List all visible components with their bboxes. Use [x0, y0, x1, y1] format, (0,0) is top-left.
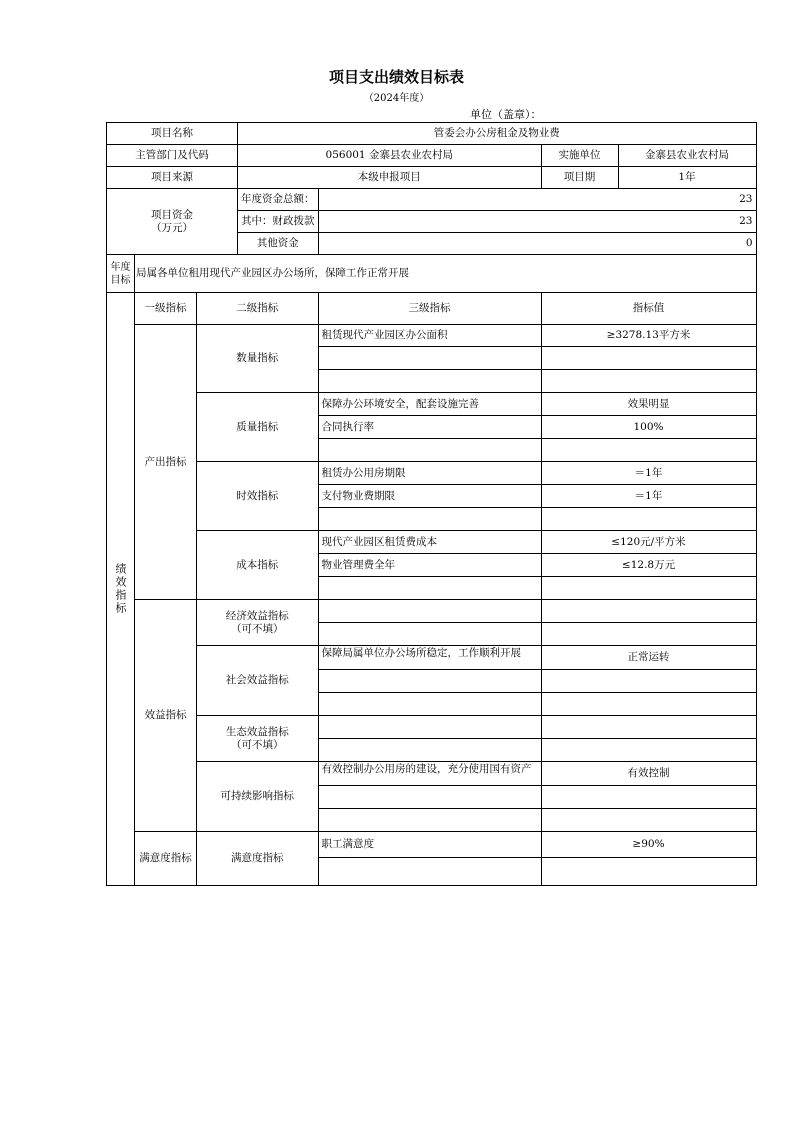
economic-indicator-label	[197, 600, 319, 646]
indicator-name: 保障办公环境安全，配套设施完善	[318, 393, 541, 416]
indicator-name: 租赁现代产业园区办公面积	[318, 325, 541, 347]
empty-cell	[541, 809, 756, 832]
annual-goal-label: 年度目标	[107, 255, 135, 293]
empty-cell	[541, 508, 756, 531]
dept-value: 056001 金寨县农业农村局	[238, 145, 542, 167]
empty-cell	[541, 347, 756, 370]
empty-cell	[541, 439, 756, 462]
empty-cell	[318, 786, 541, 809]
satisfaction-indicator-label: 满意度指标	[135, 832, 197, 886]
indicator-name-text: 有效控制办公用房的建设，充分使用国有资产	[321, 763, 532, 775]
indicator-name-text: 保障局属单位办公场所稳定，工作顺利开展	[321, 647, 521, 659]
indicator-value: ≥90%	[541, 832, 756, 858]
annual-goal-value: 局属各单位租用现代产业园区办公场所，保障工作正常开展	[135, 255, 757, 293]
source-value: 本级申报项目	[238, 167, 542, 189]
empty-cell	[318, 600, 541, 623]
empty-cell	[541, 858, 756, 886]
impl-value: 金寨县农业农村局	[618, 145, 756, 167]
empty-cell	[541, 693, 756, 716]
indicator-value: ＝1年	[541, 485, 756, 508]
period-label: 项目期	[541, 167, 618, 189]
source-label: 项目来源	[107, 167, 238, 189]
ecological-label-line2: （可不填）	[231, 738, 284, 751]
indicator-value: 有效控制	[541, 762, 756, 786]
year-label: （2024年度）	[363, 93, 430, 104]
empty-cell	[541, 670, 756, 693]
performance-table	[106, 122, 757, 886]
indicator-name	[318, 646, 541, 670]
indicator-value: ＝1年	[541, 462, 756, 485]
empty-cell	[318, 670, 541, 693]
header-level1: 一级指标	[135, 293, 197, 325]
empty-cell	[541, 623, 756, 646]
empty-cell	[318, 809, 541, 832]
empty-cell	[541, 577, 756, 600]
indicator-name	[318, 762, 541, 786]
ecological-indicator-label	[197, 716, 319, 762]
indicator-value: ≤12.8万元	[541, 554, 756, 577]
empty-cell	[541, 716, 756, 739]
economic-label-line1: 经济效益指标	[225, 609, 289, 622]
indicator-name: 租赁办公用房期限	[318, 462, 541, 485]
funds-label-line2: （万元）	[151, 221, 193, 234]
fiscal-funds-label: 其中：财政拨款	[238, 211, 319, 233]
header-value: 指标值	[541, 293, 756, 325]
indicator-name: 合同执行率	[318, 416, 541, 439]
fiscal-funds-value: 23	[318, 211, 756, 233]
economic-label-line2: （可不填）	[231, 622, 284, 635]
empty-cell	[318, 716, 541, 739]
indicator-value: 100%	[541, 416, 756, 439]
indicator-name: 现代产业园区租赁费成本	[318, 531, 541, 554]
total-funds-value: 23	[318, 189, 756, 211]
empty-cell	[318, 693, 541, 716]
cost-indicator-label: 成本指标	[197, 531, 319, 600]
ecological-label-line1: 生态效益指标	[225, 725, 289, 738]
other-funds-label: 其他资金	[238, 233, 319, 255]
empty-cell	[541, 370, 756, 393]
indicator-value: ≤120元/平方米	[541, 531, 756, 554]
indicator-name: 物业管理费全年	[318, 554, 541, 577]
dept-label: 主管部门及代码	[107, 145, 238, 167]
satisfaction-level2-label: 满意度指标	[197, 832, 319, 886]
indicator-value: ≥3278.13平方米	[541, 325, 756, 347]
project-name-value: 管委会办公房租金及物业费	[238, 123, 757, 145]
indicator-name: 支付物业费期限	[318, 485, 541, 508]
page-title: 项目支出绩效目标表	[328, 68, 464, 86]
funds-label-line1: 项目资金	[151, 208, 193, 221]
total-funds-label: 年度资金总额：	[238, 189, 319, 211]
empty-cell	[541, 739, 756, 762]
empty-cell	[318, 858, 541, 886]
header-level3: 三级指标	[318, 293, 541, 325]
empty-cell	[541, 600, 756, 623]
indicator-name: 职工满意度	[318, 832, 541, 858]
unit-label: 单位（盖章）：	[470, 108, 542, 121]
empty-cell	[318, 577, 541, 600]
social-indicator-label: 社会效益指标	[197, 646, 319, 716]
project-name-label: 项目名称	[107, 123, 238, 145]
empty-cell	[318, 623, 541, 646]
period-value: 1年	[618, 167, 756, 189]
empty-cell	[318, 439, 541, 462]
other-funds-value: 0	[318, 233, 756, 255]
empty-cell	[318, 508, 541, 531]
sustainable-indicator-label: 可持续影响指标	[197, 762, 319, 832]
quantity-indicator-label: 数量指标	[197, 325, 319, 393]
quality-indicator-label: 质量指标	[197, 393, 319, 462]
funds-label	[107, 189, 238, 255]
empty-cell	[541, 786, 756, 809]
header-level2: 二级指标	[197, 293, 319, 325]
benefit-indicator-label: 效益指标	[135, 600, 197, 832]
indicators-section-text: 绩效指标	[114, 563, 127, 615]
output-indicator-label: 产出指标	[135, 325, 197, 600]
indicators-section-label	[107, 293, 135, 886]
impl-label: 实施单位	[541, 145, 618, 167]
indicator-value: 效果明显	[541, 393, 756, 416]
empty-cell	[318, 370, 541, 393]
empty-cell	[318, 347, 541, 370]
timeliness-indicator-label: 时效指标	[197, 462, 319, 531]
empty-cell	[318, 739, 541, 762]
indicator-value: 正常运转	[541, 646, 756, 670]
